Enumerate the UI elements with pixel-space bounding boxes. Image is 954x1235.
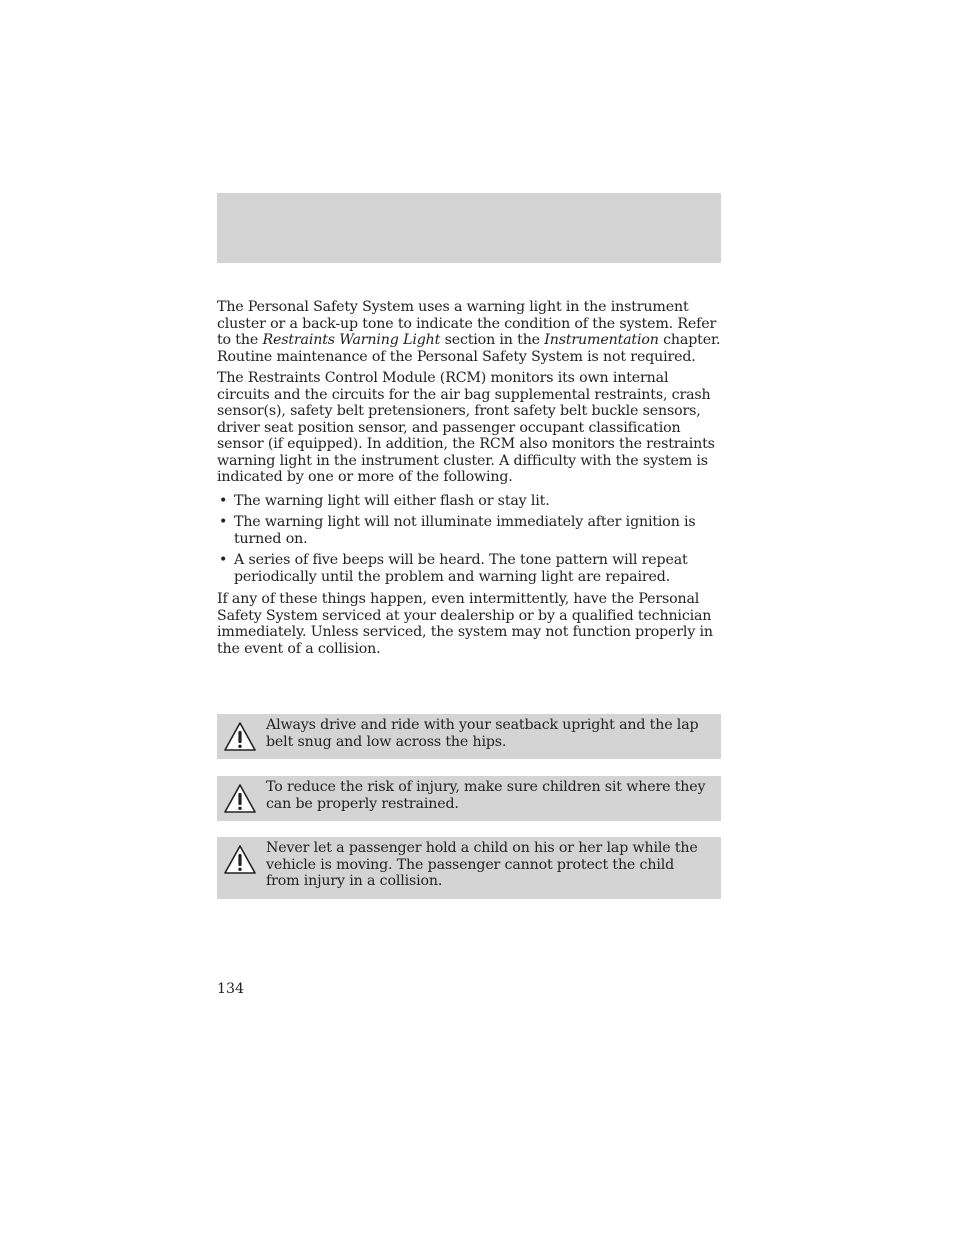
warning-text: To reduce the risk of injury, make sure children sit where they can be properly restrained. [266, 779, 706, 812]
warning-text: Always drive and ride with your seatback upright and the lap belt snug and low across the hips. [266, 717, 699, 750]
bullet-icon: • [219, 514, 228, 530]
warning-triangle-icon [223, 844, 257, 876]
page-number: 134 [217, 981, 245, 997]
header-band [217, 193, 721, 263]
body-content [217, 299, 721, 657]
warning-box [217, 776, 721, 821]
list-item: • The warning light will not illuminate immediately after ignition is turned on. [219, 514, 696, 547]
warning-box [217, 837, 721, 899]
warning-text: Never let a passenger hold a child on his or her lap while the vehicle is moving. The passenger cannot protect the child from injury in a collision. [266, 840, 698, 889]
bullet-icon: • [219, 552, 228, 568]
intro-paragraph: The Personal Safety System uses a warning light in the instrument cluster or a back-up tone to indicate the condition of the system. Refer to the Restraints Warning Light section in the Instrumentation chapter. Routine maintenance of the Personal Safety System is not required. [217, 299, 721, 365]
list-item: • A series of five beeps will be heard. The tone pattern will repeat periodically until the problem and warning light are repaired. [219, 552, 688, 585]
instrumentation-ref: Instrumentation [544, 332, 659, 348]
closing-paragraph: If any of these things happen, even intermittently, have the Personal Safety System serviced at your dealership or by a qualified technician immediately. Unless serviced, the system may not function properly in the event of a collision. [217, 591, 713, 657]
warning-triangle-icon [223, 721, 257, 753]
list-item: • The warning light will either flash or stay lit. [219, 492, 550, 509]
warning-box [217, 714, 721, 759]
symptom-list [217, 493, 721, 586]
bullet-icon: • [219, 492, 228, 509]
restraints-warning-light-ref: Restraints Warning Light [262, 332, 441, 348]
warning-triangle-icon [223, 783, 257, 815]
rcm-paragraph: The Restraints Control Module (RCM) monitors its own internal circuits and the circuits for the air bag supplemental restraints, crash sensor(s), safety belt pretensioners, front safety belt buckle sensors, driver seat position sensor, and passenger occupant classification sensor (if equipped). In addition, the RCM also monitors the restraints warning light in the instrument cluster. A difficulty with the system is indicated by one or more of the following. [217, 370, 715, 485]
